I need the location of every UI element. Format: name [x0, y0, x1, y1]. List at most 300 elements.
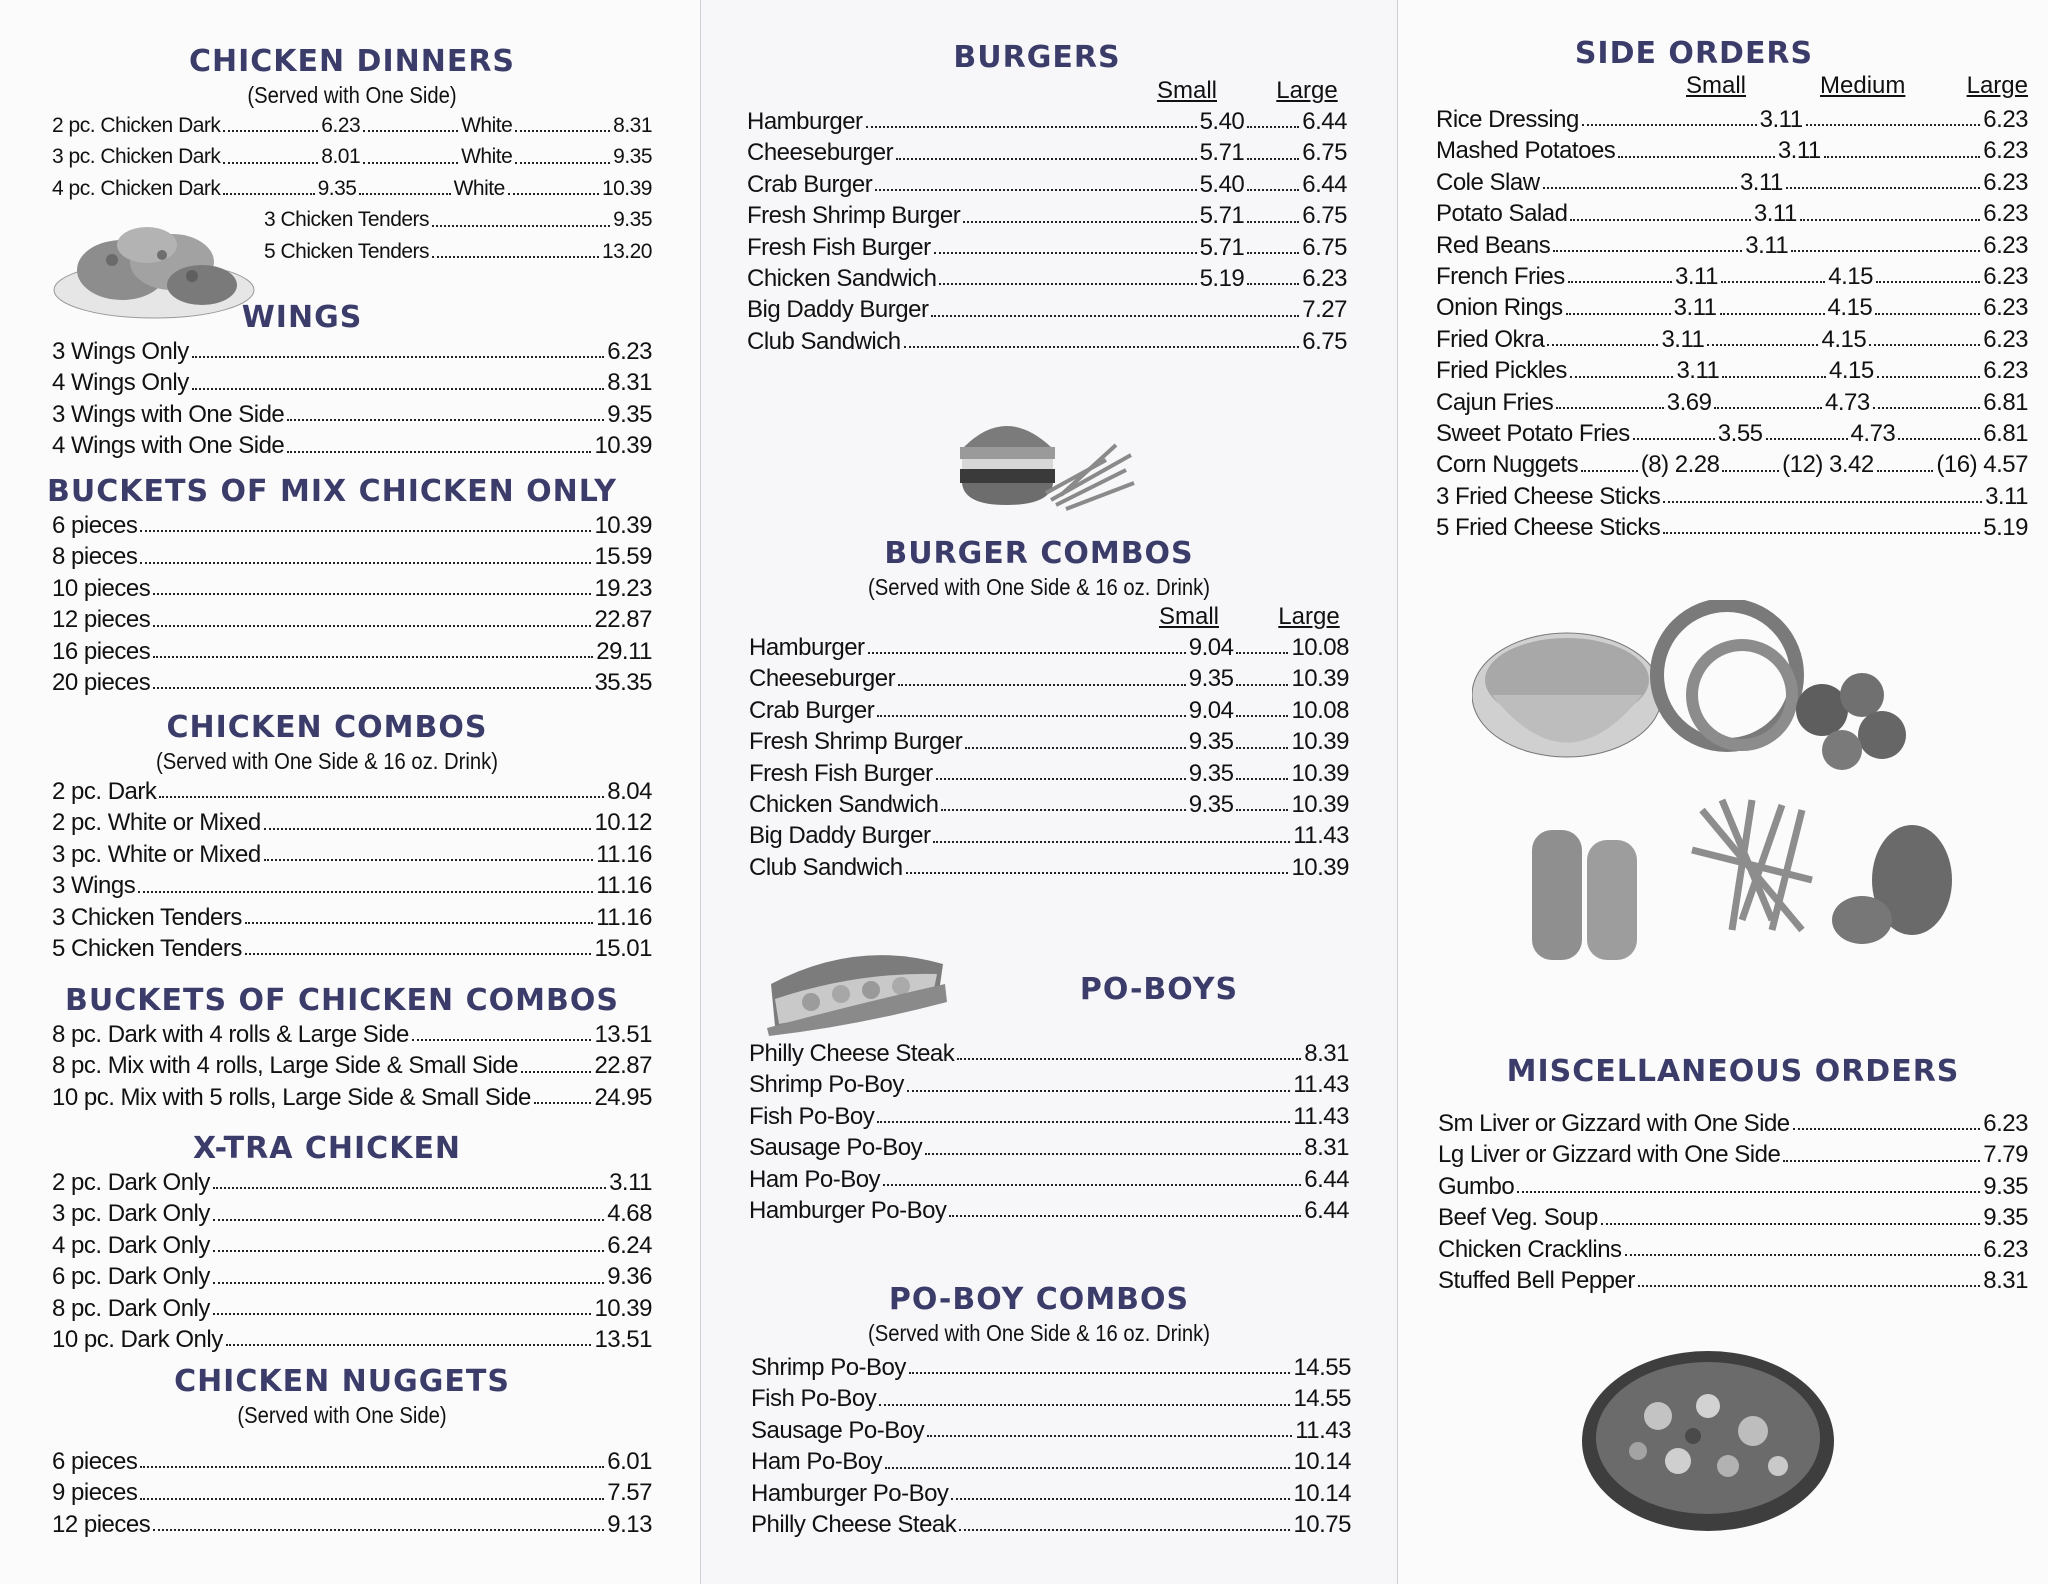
po-boy-combos-list: [751, 1352, 1351, 1540]
menu-item-label: Beef Veg. Soup: [1438, 1204, 1598, 1232]
menu-item-price: 11.16: [596, 872, 652, 900]
price-small: 9.35: [1188, 665, 1234, 693]
burgers-section: [747, 40, 1347, 357]
menu-item-price: 8.04: [607, 777, 652, 805]
menu-item-row: [52, 776, 652, 807]
dinner-label: 4 pc. Chicken Dark: [52, 176, 221, 200]
menu-item-label: Philly Cheese Steak: [749, 1039, 955, 1067]
leader-dots: [264, 828, 592, 830]
po-boys-list: [749, 1038, 1349, 1226]
menu-item-price: 8.31: [1304, 1134, 1349, 1162]
menu-item-row: [749, 1069, 1349, 1100]
menu-item-row: [1438, 1234, 2028, 1265]
menu-item-row: [749, 663, 1349, 694]
leader-dots: [1247, 158, 1299, 160]
side-label: Cajun Fries: [1436, 388, 1554, 416]
menu-item-label: Fresh Shrimp Burger: [747, 202, 961, 230]
leader-dots: [515, 130, 610, 132]
menu-item-row: [747, 106, 1347, 137]
leader-dots: [1722, 376, 1826, 378]
burger-combos-section: [749, 536, 1349, 883]
menu-item-label: 8 pc. Dark Only: [52, 1294, 210, 1322]
side-price-medium: 4.15: [1827, 294, 1873, 322]
bucket-combos-title: BUCKETS OF CHICKEN COMBOS: [65, 983, 619, 1018]
leader-dots: [877, 1121, 1290, 1123]
menu-item-label: 20 pieces: [52, 668, 151, 696]
menu-item-label: 4 Wings Only: [52, 369, 189, 397]
cheese-sticks-list: [1436, 481, 2028, 544]
menu-item-row: [52, 870, 652, 901]
menu-item-row: [1438, 1108, 2028, 1139]
menu-item-price: 13.51: [594, 1325, 652, 1353]
leader-dots: [515, 162, 610, 164]
price-small: 9.35: [1188, 759, 1234, 787]
bucket-combos-section: [52, 983, 652, 1113]
side-order-row: [1436, 104, 2028, 135]
leader-dots: [159, 796, 604, 798]
leader-dots: [885, 1467, 1290, 1469]
burger-combos-subtitle: (Served with One Side & 16 oz. Drink): [868, 574, 1210, 600]
dinner-dark-price: 8.01: [321, 145, 361, 169]
po-boy-combos-title: PO-BOY COMBOS: [888, 1282, 1190, 1317]
menu-item-price: 11.43: [1295, 1416, 1351, 1444]
side-price-large: 6.23: [1983, 168, 2029, 196]
menu-item-row: [52, 430, 652, 461]
price-small: 5.19: [1199, 264, 1245, 292]
menu-item-row: [52, 839, 652, 870]
side-label: Sweet Potato Fries: [1436, 419, 1630, 447]
leader-dots: [868, 652, 1186, 654]
leader-dots: [140, 1498, 604, 1500]
price-large: 10.39: [1291, 759, 1349, 787]
menu-item-label: Sausage Po-Boy: [749, 1134, 923, 1162]
po-boys-section: [749, 972, 1349, 1226]
misc-section: [1438, 1054, 2028, 1296]
menu-item-row: [52, 367, 652, 398]
leader-dots: [140, 530, 591, 532]
menu-item-label: 4 pc. Dark Only: [52, 1231, 210, 1259]
leader-dots: [1547, 344, 1658, 346]
menu-item-row: [749, 632, 1349, 663]
menu-item-label: Philly Cheese Steak: [751, 1510, 957, 1538]
menu-item-row: [52, 1509, 652, 1540]
leader-dots: [245, 953, 592, 955]
menu-item-row: [747, 263, 1347, 294]
side-price-small: 3.11: [1676, 357, 1720, 385]
side-label: Potato Salad: [1436, 200, 1568, 228]
side-price-small: 3.11: [1753, 200, 1797, 228]
price-large: 6.75: [1302, 233, 1347, 261]
side-orders-title: SIDE ORDERS: [1574, 36, 1814, 71]
burger-combos-col-large: Large: [1278, 603, 1340, 630]
dinner-dark-price: 9.35: [317, 176, 357, 200]
menu-item-label: Chicken Cracklins: [1438, 1235, 1622, 1263]
xtra-chicken-list: [52, 1167, 652, 1355]
leader-dots: [877, 715, 1185, 717]
nuggets-list: [52, 1446, 652, 1540]
menu-item-price: 13.51: [594, 1020, 652, 1048]
leader-dots: [1633, 438, 1715, 440]
menu-item-price: 8.31: [607, 369, 652, 397]
menu-item-row: [749, 789, 1349, 820]
leader-dots: [934, 252, 1197, 254]
menu-item-label: 3 Chicken Tenders: [52, 903, 242, 931]
menu-item-row: [749, 758, 1349, 789]
leader-dots: [1618, 156, 1775, 158]
side-price-large: 6.23: [1983, 105, 2029, 133]
menu-item-price: 15.59: [594, 543, 652, 571]
leader-dots: [153, 656, 593, 658]
leader-dots: [1543, 187, 1737, 189]
menu-item-row: [747, 169, 1347, 200]
side-price-medium: 4.15: [1828, 357, 1874, 385]
menu-item-price: 19.23: [594, 574, 652, 602]
menu-item-label: Cheeseburger: [747, 139, 894, 167]
leader-dots: [359, 193, 450, 195]
price-large: 10.39: [1291, 790, 1349, 818]
dinner-white-price: 10.39: [601, 176, 652, 200]
leader-dots: [1898, 438, 1980, 440]
leader-dots: [213, 1187, 606, 1189]
leader-dots: [138, 891, 593, 893]
menu-item-price: 6.23: [1983, 1235, 2028, 1263]
menu-item-price: 14.55: [1293, 1353, 1351, 1381]
chicken-dinners-rows: [52, 110, 652, 204]
menu-item-label: 16 pieces: [52, 637, 151, 665]
leader-dots: [1824, 156, 1981, 158]
side-label: Onion Rings: [1436, 294, 1563, 322]
side-price-small: (8) 2.28: [1640, 451, 1720, 479]
leader-dots: [1806, 124, 1981, 126]
leader-dots: [192, 388, 605, 390]
menu-item-row: [747, 200, 1347, 231]
menu-item-row: [747, 137, 1347, 168]
menu-item-label: Crab Burger: [749, 696, 875, 724]
leader-dots: [223, 193, 314, 195]
leader-dots: [931, 315, 1299, 317]
menu-item-row: [52, 604, 652, 635]
leader-dots: [959, 1529, 1290, 1531]
side-price-large: (16) 4.57: [1936, 451, 2028, 479]
side-price-large: 6.81: [1983, 419, 2029, 447]
leader-dots: [1247, 126, 1299, 128]
leader-dots: [1625, 1254, 1981, 1256]
price-large: 6.44: [1302, 170, 1347, 198]
menu-item-row: [749, 1038, 1349, 1069]
leader-dots: [1553, 250, 1742, 252]
menu-item-row: [749, 852, 1349, 883]
chicken-combos-subtitle: (Served with One Side & 16 oz. Drink): [156, 748, 498, 774]
leader-dots: [287, 419, 604, 421]
menu-item-price: 3.11: [1985, 482, 2028, 510]
chicken-dinner-row: [52, 110, 652, 141]
side-order-row: [1436, 387, 2028, 418]
menu-item-label: Sm Liver or Gizzard with One Side: [1438, 1109, 1790, 1137]
menu-item-label: Club Sandwich: [747, 327, 901, 355]
leader-dots: [1236, 747, 1288, 749]
price-small: 5.40: [1199, 170, 1245, 198]
leader-dots: [1638, 1285, 1980, 1287]
dinner-white-price: 9.35: [613, 145, 653, 169]
menu-item-row: [52, 1230, 652, 1261]
wings-title: WINGS: [241, 300, 363, 335]
leader-dots: [153, 593, 591, 595]
menu-item-row: [747, 326, 1347, 357]
price-small: 5.71: [1199, 233, 1245, 261]
leader-dots: [213, 1282, 604, 1284]
menu-item-price: 10.14: [1293, 1448, 1351, 1476]
menu-item-price: 24.95: [594, 1083, 652, 1111]
side-order-row: [1436, 230, 2028, 261]
menu-item-label: Gumbo: [1438, 1172, 1515, 1200]
menu-item-label: 4 Wings with One Side: [52, 432, 285, 460]
leader-dots: [432, 256, 599, 258]
leader-dots: [213, 1250, 604, 1252]
menu-item-price: 6.23: [607, 337, 652, 365]
side-price-large: 6.23: [1983, 137, 2029, 165]
menu-item-label: Hamburger Po-Boy: [751, 1479, 949, 1507]
side-price-small: 3.55: [1717, 419, 1763, 447]
side-price-large: 6.23: [1983, 200, 2028, 228]
menu-item-row: [749, 695, 1349, 726]
menu-item-price: 8.31: [1304, 1039, 1349, 1067]
chicken-dinner-row: [52, 141, 652, 172]
leader-dots: [192, 356, 605, 358]
side-label: Mashed Potatoes: [1436, 137, 1616, 165]
menu-item-price: 11.16: [596, 840, 652, 868]
price-large: 10.39: [1291, 853, 1349, 881]
price-large: 6.44: [1302, 107, 1347, 135]
side-price-large: 6.23: [1983, 325, 2029, 353]
leader-dots: [927, 1435, 1292, 1437]
xtra-chicken-section: [52, 1131, 652, 1355]
xtra-chicken-title: X-TRA CHICKEN: [192, 1131, 462, 1166]
menu-item-price: 8.31: [1983, 1266, 2028, 1294]
leader-dots: [1722, 470, 1779, 472]
menu-item-label: 3 Fried Cheese Sticks: [1436, 482, 1661, 510]
menu-item-label: 3 Wings: [52, 872, 136, 900]
menu-item-price: 10.39: [594, 432, 652, 460]
menu-item-row: [52, 399, 652, 430]
price-large: 6.75: [1302, 139, 1347, 167]
menu-item-label: 8 pc. Mix with 4 rolls, Large Side & Small Side: [52, 1052, 519, 1080]
side-price-medium: 4.15: [1821, 325, 1867, 353]
price-large: 10.08: [1291, 633, 1349, 661]
leader-dots: [1707, 344, 1818, 346]
leader-dots: [941, 809, 1185, 811]
menu-item-row: [52, 1446, 652, 1477]
menu-item-price: 9.35: [1983, 1172, 2028, 1200]
price-large: 11.43: [1293, 822, 1349, 850]
leader-dots: [508, 193, 599, 195]
menu-item-label: Club Sandwich: [749, 853, 903, 881]
leader-dots: [534, 1102, 592, 1104]
dinner-white-label: White: [453, 176, 505, 200]
menu-item-row: [749, 1101, 1349, 1132]
po-boys-title: PO-BOYS: [1079, 972, 1239, 1007]
menu-item-label: Crab Burger: [747, 170, 873, 198]
menu-item-row: [751, 1509, 1351, 1540]
leader-dots: [521, 1071, 591, 1073]
leader-dots: [412, 1039, 592, 1041]
chicken-dinners-subtitle: (Served with One Side): [247, 82, 457, 108]
price-small: 9.04: [1188, 696, 1234, 724]
leader-dots: [1556, 407, 1664, 409]
menu-item-row: [52, 1477, 652, 1508]
leader-dots: [875, 189, 1196, 191]
menu-item-row: [751, 1446, 1351, 1477]
menu-item-label: 2 pc. Dark Only: [52, 1168, 210, 1196]
price-small: 9.04: [1188, 633, 1234, 661]
side-order-row: [1436, 449, 2028, 480]
menu-item-row: [52, 1050, 652, 1081]
side-orders-section: [1436, 36, 2028, 543]
menu-item-price: 9.13: [607, 1510, 652, 1538]
menu-item-price: 6.44: [1304, 1196, 1349, 1224]
dinner-white-label: White: [461, 113, 513, 137]
menu-item-row: [751, 1352, 1351, 1383]
menu-item-price: 11.43: [1293, 1071, 1349, 1099]
menu-item-label: Sausage Po-Boy: [751, 1416, 925, 1444]
leader-dots: [1570, 376, 1674, 378]
menu-panel-left: [0, 0, 700, 1584]
side-label: Rice Dressing: [1436, 105, 1579, 133]
bucket-combos-list: [52, 1019, 652, 1113]
leader-dots: [906, 872, 1289, 874]
leader-dots: [904, 346, 1300, 348]
menu-item-price: 6.23: [1983, 1109, 2028, 1137]
leader-dots: [1582, 124, 1757, 126]
nuggets-subtitle: (Served with One Side): [237, 1402, 447, 1428]
menu-item-label: 12 pieces: [52, 1510, 151, 1538]
leader-dots: [1247, 189, 1299, 191]
menu-item-price: 11.16: [596, 903, 652, 931]
po-boy-combos-section: [751, 1282, 1351, 1540]
leader-dots: [1793, 1128, 1981, 1130]
side-price-small: 3.11: [1675, 262, 1718, 290]
price-large: 6.75: [1302, 327, 1347, 355]
side-price-large: 6.23: [1983, 357, 2028, 385]
menu-item-label: Big Daddy Burger: [747, 296, 929, 324]
price-small: 5.71: [1199, 139, 1245, 167]
menu-item-label: Fish Po-Boy: [749, 1102, 875, 1130]
leader-dots: [245, 922, 593, 924]
chicken-dinner-row: [52, 173, 652, 204]
side-orders-column-headers: [1436, 72, 2028, 104]
menu-item-label: Ham Po-Boy: [749, 1165, 881, 1193]
menu-item-label: Big Daddy Burger: [749, 822, 931, 850]
leader-dots: [1247, 252, 1299, 254]
leader-dots: [951, 1498, 1290, 1500]
side-price-medium: 4.73: [1850, 419, 1896, 447]
menu-item-row: [751, 1478, 1351, 1509]
menu-item-row: [747, 232, 1347, 263]
menu-item-price: 22.87: [594, 606, 652, 634]
price-large: 10.08: [1291, 696, 1349, 724]
menu-item-price: 7.57: [607, 1479, 652, 1507]
leader-dots: [879, 1404, 1290, 1406]
leader-dots: [1581, 470, 1638, 472]
menu-item-price: 15.01: [594, 934, 652, 962]
tender-label: 5 Chicken Tenders: [264, 239, 430, 263]
leader-dots: [1721, 281, 1825, 283]
leader-dots: [1247, 283, 1299, 285]
side-order-row: [1436, 324, 2028, 355]
side-price-large: 6.81: [1983, 388, 2029, 416]
menu-item-row: [1436, 481, 2028, 512]
gumbo-photo: [1578, 1346, 1838, 1536]
menu-item-label: Fresh Fish Burger: [747, 233, 931, 261]
burger-combos-col-small: Small: [1158, 603, 1219, 630]
leader-dots: [363, 130, 458, 132]
menu-panel-middle: [700, 0, 1398, 1584]
leader-dots: [1663, 532, 1980, 534]
menu-item-row: [749, 726, 1349, 757]
leader-dots: [153, 1529, 604, 1531]
menu-item-label: Chicken Sandwich: [747, 264, 937, 292]
tender-price: 9.35: [613, 208, 652, 232]
side-order-row: [1436, 198, 2028, 229]
menu-item-row: [1438, 1139, 2028, 1170]
side-col-small: Small: [1686, 72, 1747, 99]
menu-item-row: [52, 1082, 652, 1113]
menu-item-row: [749, 1132, 1349, 1163]
menu-item-label: 9 pieces: [52, 1479, 138, 1507]
side-price-small: 3.69: [1666, 388, 1712, 416]
menu-item-price: 3.11: [609, 1168, 652, 1196]
menu-item-label: Hamburger: [747, 107, 863, 135]
side-order-row: [1436, 135, 2028, 166]
side-col-large: Large: [1966, 72, 2028, 99]
side-price-large: 6.23: [1983, 231, 2028, 259]
dinner-dark-price: 6.23: [321, 113, 361, 137]
menu-item-label: 8 pc. Dark with 4 rolls & Large Side: [52, 1020, 409, 1048]
leader-dots: [1877, 470, 1934, 472]
menu-item-label: Fresh Shrimp Burger: [749, 728, 963, 756]
burger-combos-column-headers: [749, 602, 1349, 632]
menu-item-label: 3 Wings with One Side: [52, 400, 285, 428]
side-price-medium: (12) 3.42: [1782, 451, 1874, 479]
sides-photo: [1472, 600, 1992, 990]
side-price-medium: 4.15: [1828, 262, 1873, 290]
leader-dots: [898, 684, 1186, 686]
price-small: 5.71: [1199, 202, 1245, 230]
side-price-small: 3.11: [1661, 325, 1705, 353]
chicken-dinners-title: CHICKEN DINNERS: [188, 44, 516, 79]
leader-dots: [883, 1184, 1301, 1186]
menu-item-row: [52, 1293, 652, 1324]
leader-dots: [153, 687, 591, 689]
burgers-list: [747, 106, 1347, 357]
menu-item-row: [751, 1415, 1351, 1446]
chicken-tenders-list: [264, 204, 652, 267]
menu-item-label: 5 Chicken Tenders: [52, 934, 242, 962]
menu-item-price: 9.35: [1983, 1204, 2028, 1232]
menu-item-row: [52, 1261, 652, 1292]
menu-item-label: Shrimp Po-Boy: [749, 1071, 904, 1099]
price-large: 7.27: [1302, 296, 1347, 324]
misc-list: [1438, 1108, 2028, 1296]
menu-item-label: 3 pc. White or Mixed: [52, 840, 261, 868]
leader-dots: [287, 451, 591, 453]
leader-dots: [223, 130, 318, 132]
leader-dots: [1873, 407, 1981, 409]
menu-item-row: [52, 573, 652, 604]
price-large: 6.23: [1302, 264, 1347, 292]
side-order-row: [1436, 292, 2028, 323]
menu-item-row: [751, 1383, 1351, 1414]
leader-dots: [1566, 313, 1671, 315]
